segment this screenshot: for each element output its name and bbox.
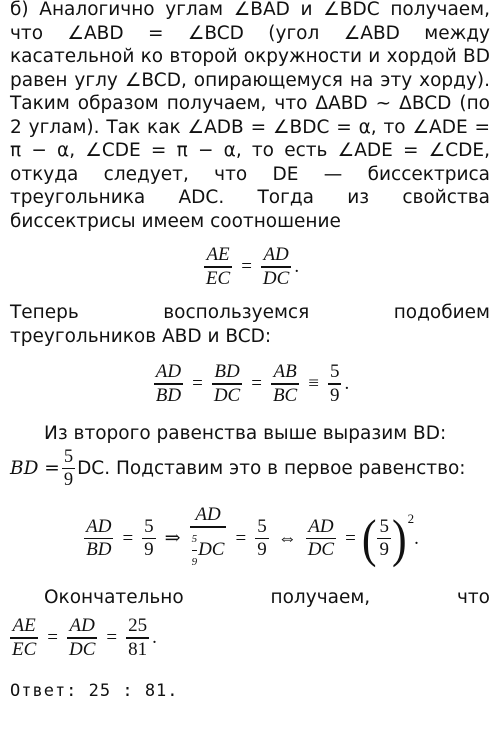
- paragraph-similarity: б) Аналогично углам ∠BAD и ∠BDC получаем, что ∠ABD = ∠BCD (угол ∠ABD между касательной ко второй окружности и хордой BD равен углу ∠BCD, опирающемуся на эту хорду). Таким образом получаем, что ΔABD ~ ΔBCD (по 2 углам). Так как ∠ADB = ∠BDC = α, то ∠ADE = π − α, ∠CDE = π − α, то есть ∠ADE = ∠CDE, откуда следует, что DE — биссектриса треугольника ADC. Тогда из свойства биссектрисы имеем соотношение: [10, 0, 490, 232]
- paragraph-triangles: треугольников ABD и BCD:: [10, 325, 272, 347]
- paragraph-final: Окончательно получаем, что: [44, 586, 490, 608]
- paragraph-similarity-intro: Теперь воспользуемся подобием: [10, 302, 490, 323]
- equation-final-ratio: $\frac{AE}{EC}$ = $\frac{AD}{DC}$ = $\frac{25}{81}$ .: [12, 615, 157, 660]
- equation-derivation: $\frac{AD}{BD}$ = $\frac{5}{9}$ ⇒ AD $\frac{5}{9}$ DC = $\frac{5}{9}$ ⇔ $\frac{AD}{DC}$ = ( $\frac{5}{9}$ ) 2 .: [86, 504, 419, 568]
- equation-bd-substitution: BD = $\frac{5}{9}$ DC. Подставим это в первое равенство:: [10, 446, 466, 491]
- equation-bisector: $\frac{AE}{EC}$ = $\frac{AD}{DC}$ .: [205, 244, 300, 289]
- answer-line: Ответ: 25 : 81.: [10, 681, 179, 701]
- equation-ratios: $\frac{AD}{BD}$ = $\frac{BD}{DC}$ = $\frac{AB}{BC}$ ≡ $\frac{5}{9}$ .: [155, 361, 350, 406]
- paragraph-express-bd: Из второго равенства выше выразим BD:: [44, 423, 447, 444]
